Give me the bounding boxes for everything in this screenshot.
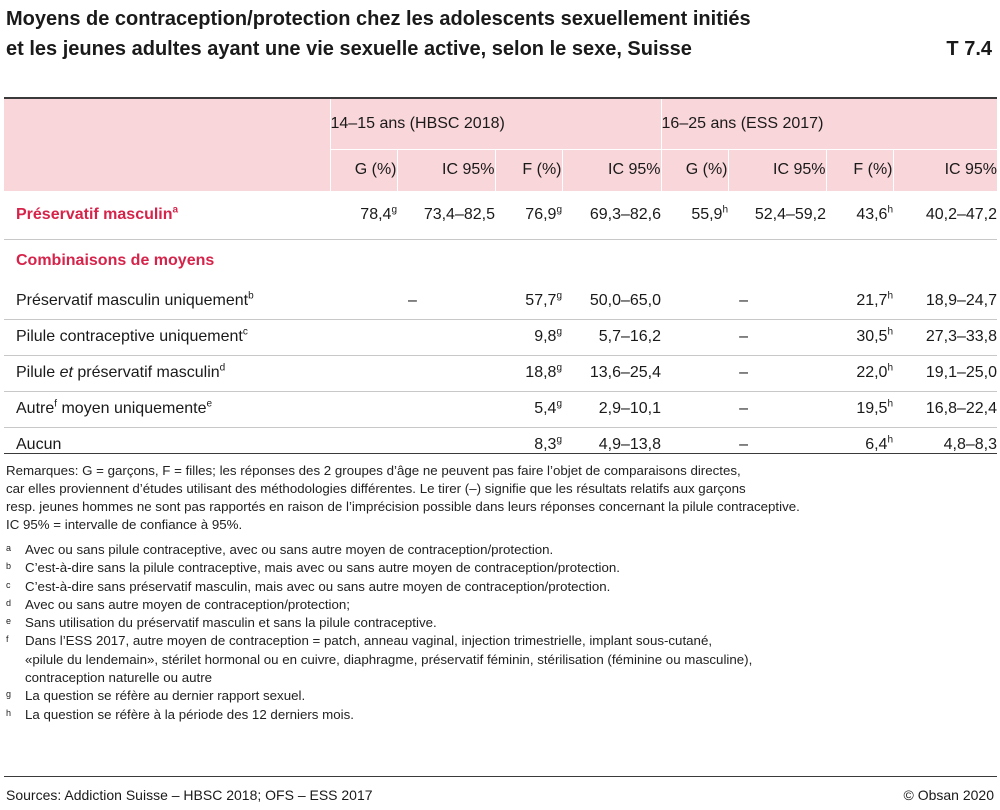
footnote: g La question se réfère au dernier rapport sexuel.	[6, 688, 306, 704]
row-label: Autre$^f$ moyen uniquemente$^e$	[4, 391, 330, 427]
cell: 22,0$^h$	[826, 355, 893, 391]
group-header-1: 14–15 ans (HBSC 2018)	[330, 99, 661, 149]
col-header-g1: G (%)	[330, 149, 397, 191]
table-bottom-rule	[4, 453, 997, 454]
cell-g2: –	[661, 355, 826, 391]
table-row	[4, 283, 997, 319]
row-label: Préservatif masculin uniquement$^b$	[4, 283, 330, 319]
cell: 19,5$^h$	[826, 391, 893, 427]
cell: 69,3–82,6	[589, 205, 662, 223]
cell: 5,4$^g$	[495, 391, 562, 427]
header-empty-2	[4, 149, 330, 191]
cell: 21,7$^h$	[826, 283, 893, 319]
sources: Sources: Addiction Suisse – HBSC 2018; OFS – ESS 2017	[6, 787, 373, 803]
footnote: d Avec ou sans autre moyen de contraception/protection;	[6, 596, 350, 612]
row-label: Pilule et préservatif masculin$^d$	[4, 355, 330, 391]
cell: 4,8–8,3	[943, 436, 998, 454]
footnote: f Dans l’ESS 2017, autre moyen de contraception = patch, anneau vaginal, injection trimestrielle, implant sous-cutané, «pilule du lendemain», stérilet hormonal ou en cuivre, diaphragme, préservatif féminin, stérilisation (féminine ou masculine), contraception naturelle ou autre	[6, 633, 753, 686]
table-row	[4, 355, 997, 391]
section-row	[4, 239, 997, 283]
cell-g1: –	[330, 283, 495, 319]
cell-g2: –	[661, 319, 826, 355]
table-code: T 7.4	[946, 38, 992, 60]
footnote: b C’est-à-dire sans la pilule contraceptive, mais avec ou sans autre moyen de contraception/protection.	[6, 560, 620, 576]
col-header-g2: G (%)	[661, 149, 728, 191]
remark-line: resp. jeunes hommes ne sont pas rapportés en raison de l’imprécision possible dans leurs réponses concernant la pilule contraceptive.	[6, 499, 800, 514]
footnote: a Avec ou sans pilule contraceptive, avec ou sans autre moyen de contraception/protection.	[6, 542, 554, 557]
cell-g2: –	[739, 436, 748, 454]
cell: 2,9–10,1	[562, 391, 661, 427]
cell: 30,5$^h$	[826, 319, 893, 355]
cell: 4,9–13,8	[598, 436, 662, 454]
footnote: c C’est-à-dire sans préservatif masculin, mais avec ou sans autre moyen de contraception/protection.	[6, 578, 611, 594]
group-header-2: 16–25 ans (ESS 2017)	[661, 99, 997, 149]
cell: 9,8$^g$	[495, 319, 562, 355]
cell: 6,4$^h$	[865, 434, 894, 454]
footnote: h La question se réfère à la période des 12 derniers mois.	[6, 706, 354, 722]
cell-g2: –	[661, 391, 826, 427]
cell-g1	[330, 319, 495, 355]
copyright: © Obsan 2020	[903, 787, 994, 803]
col-header-f2: F (%)	[826, 149, 893, 191]
title-line-2: et les jeunes adultes ayant une vie sexuelle active, selon le sexe, Suisse	[6, 38, 692, 60]
data-table	[4, 99, 997, 463]
cell: 55,9$^h$	[691, 204, 729, 223]
cell: 50,0–65,0	[562, 283, 661, 319]
footnote: e Sans utilisation du préservatif masculin et sans la pilule contraceptive.	[6, 615, 437, 631]
cell-g1	[330, 427, 495, 463]
cell: 8,3$^g$	[534, 434, 562, 454]
table-row	[4, 391, 997, 427]
col-header-ci-g1: IC 95%	[397, 149, 495, 191]
cell-g1	[330, 355, 495, 391]
row-label: Pilule contraceptive uniquement$^c$	[4, 319, 330, 355]
table-row	[4, 427, 997, 463]
cell: 76,9$^g$	[525, 204, 562, 223]
header-row-groups	[4, 99, 997, 149]
cell: 73,4–82,5	[423, 205, 495, 223]
cell: 18,9–24,7	[893, 283, 997, 319]
section-label: Combinaisons de moyens	[4, 239, 997, 283]
notes	[6, 462, 991, 724]
title-block	[6, 4, 996, 64]
cell: 27,3–33,8	[893, 319, 997, 355]
cell-g1	[330, 391, 495, 427]
table-row	[4, 319, 997, 355]
footnote-list	[6, 541, 991, 724]
remark-line: IC 95% = intervalle de confiance à 95%.	[6, 517, 243, 532]
remark-line: Remarques: G = garçons, F = filles; les réponses des 2 groupes d’âge ne peuvent pas faire l’objet de comparaisons directes,	[6, 463, 741, 478]
title-line-1: Moyens de contraception/protection chez les adolescents sexuellement initiés	[6, 8, 751, 30]
cell: 52,4–59,2	[754, 205, 827, 223]
footer-rule	[4, 776, 997, 777]
col-header-ci-f2: IC 95%	[893, 149, 997, 191]
header-empty	[4, 99, 330, 149]
remark-line: car elles proviennent d’études utilisant des méthodologies différentes. Le tirer (–) signifie que les résultats relatifs aux garçons	[6, 481, 746, 496]
cell: 43,6$^h$	[856, 204, 894, 223]
cell: 78,4$^g$	[360, 204, 397, 223]
row-label: Aucun	[16, 436, 62, 454]
table-row-main	[4, 191, 997, 239]
cell: 18,8$^g$	[495, 355, 562, 391]
cell: 19,1–25,0	[893, 355, 997, 391]
col-header-f1: F (%)	[495, 149, 562, 191]
cell: 57,7$^g$	[495, 283, 562, 319]
cell: 40,2–47,2	[925, 205, 998, 223]
cell: 16,8–22,4	[893, 391, 997, 427]
cell: 5,7–16,2	[562, 319, 661, 355]
row-label: Préservatif masculin$^a$	[16, 204, 179, 223]
col-header-ci-f1: IC 95%	[562, 149, 661, 191]
cell-g2: –	[661, 283, 826, 319]
col-header-ci-g2: IC 95%	[728, 149, 826, 191]
cell: 13,6–25,4	[562, 355, 661, 391]
header-row-columns	[4, 149, 997, 191]
